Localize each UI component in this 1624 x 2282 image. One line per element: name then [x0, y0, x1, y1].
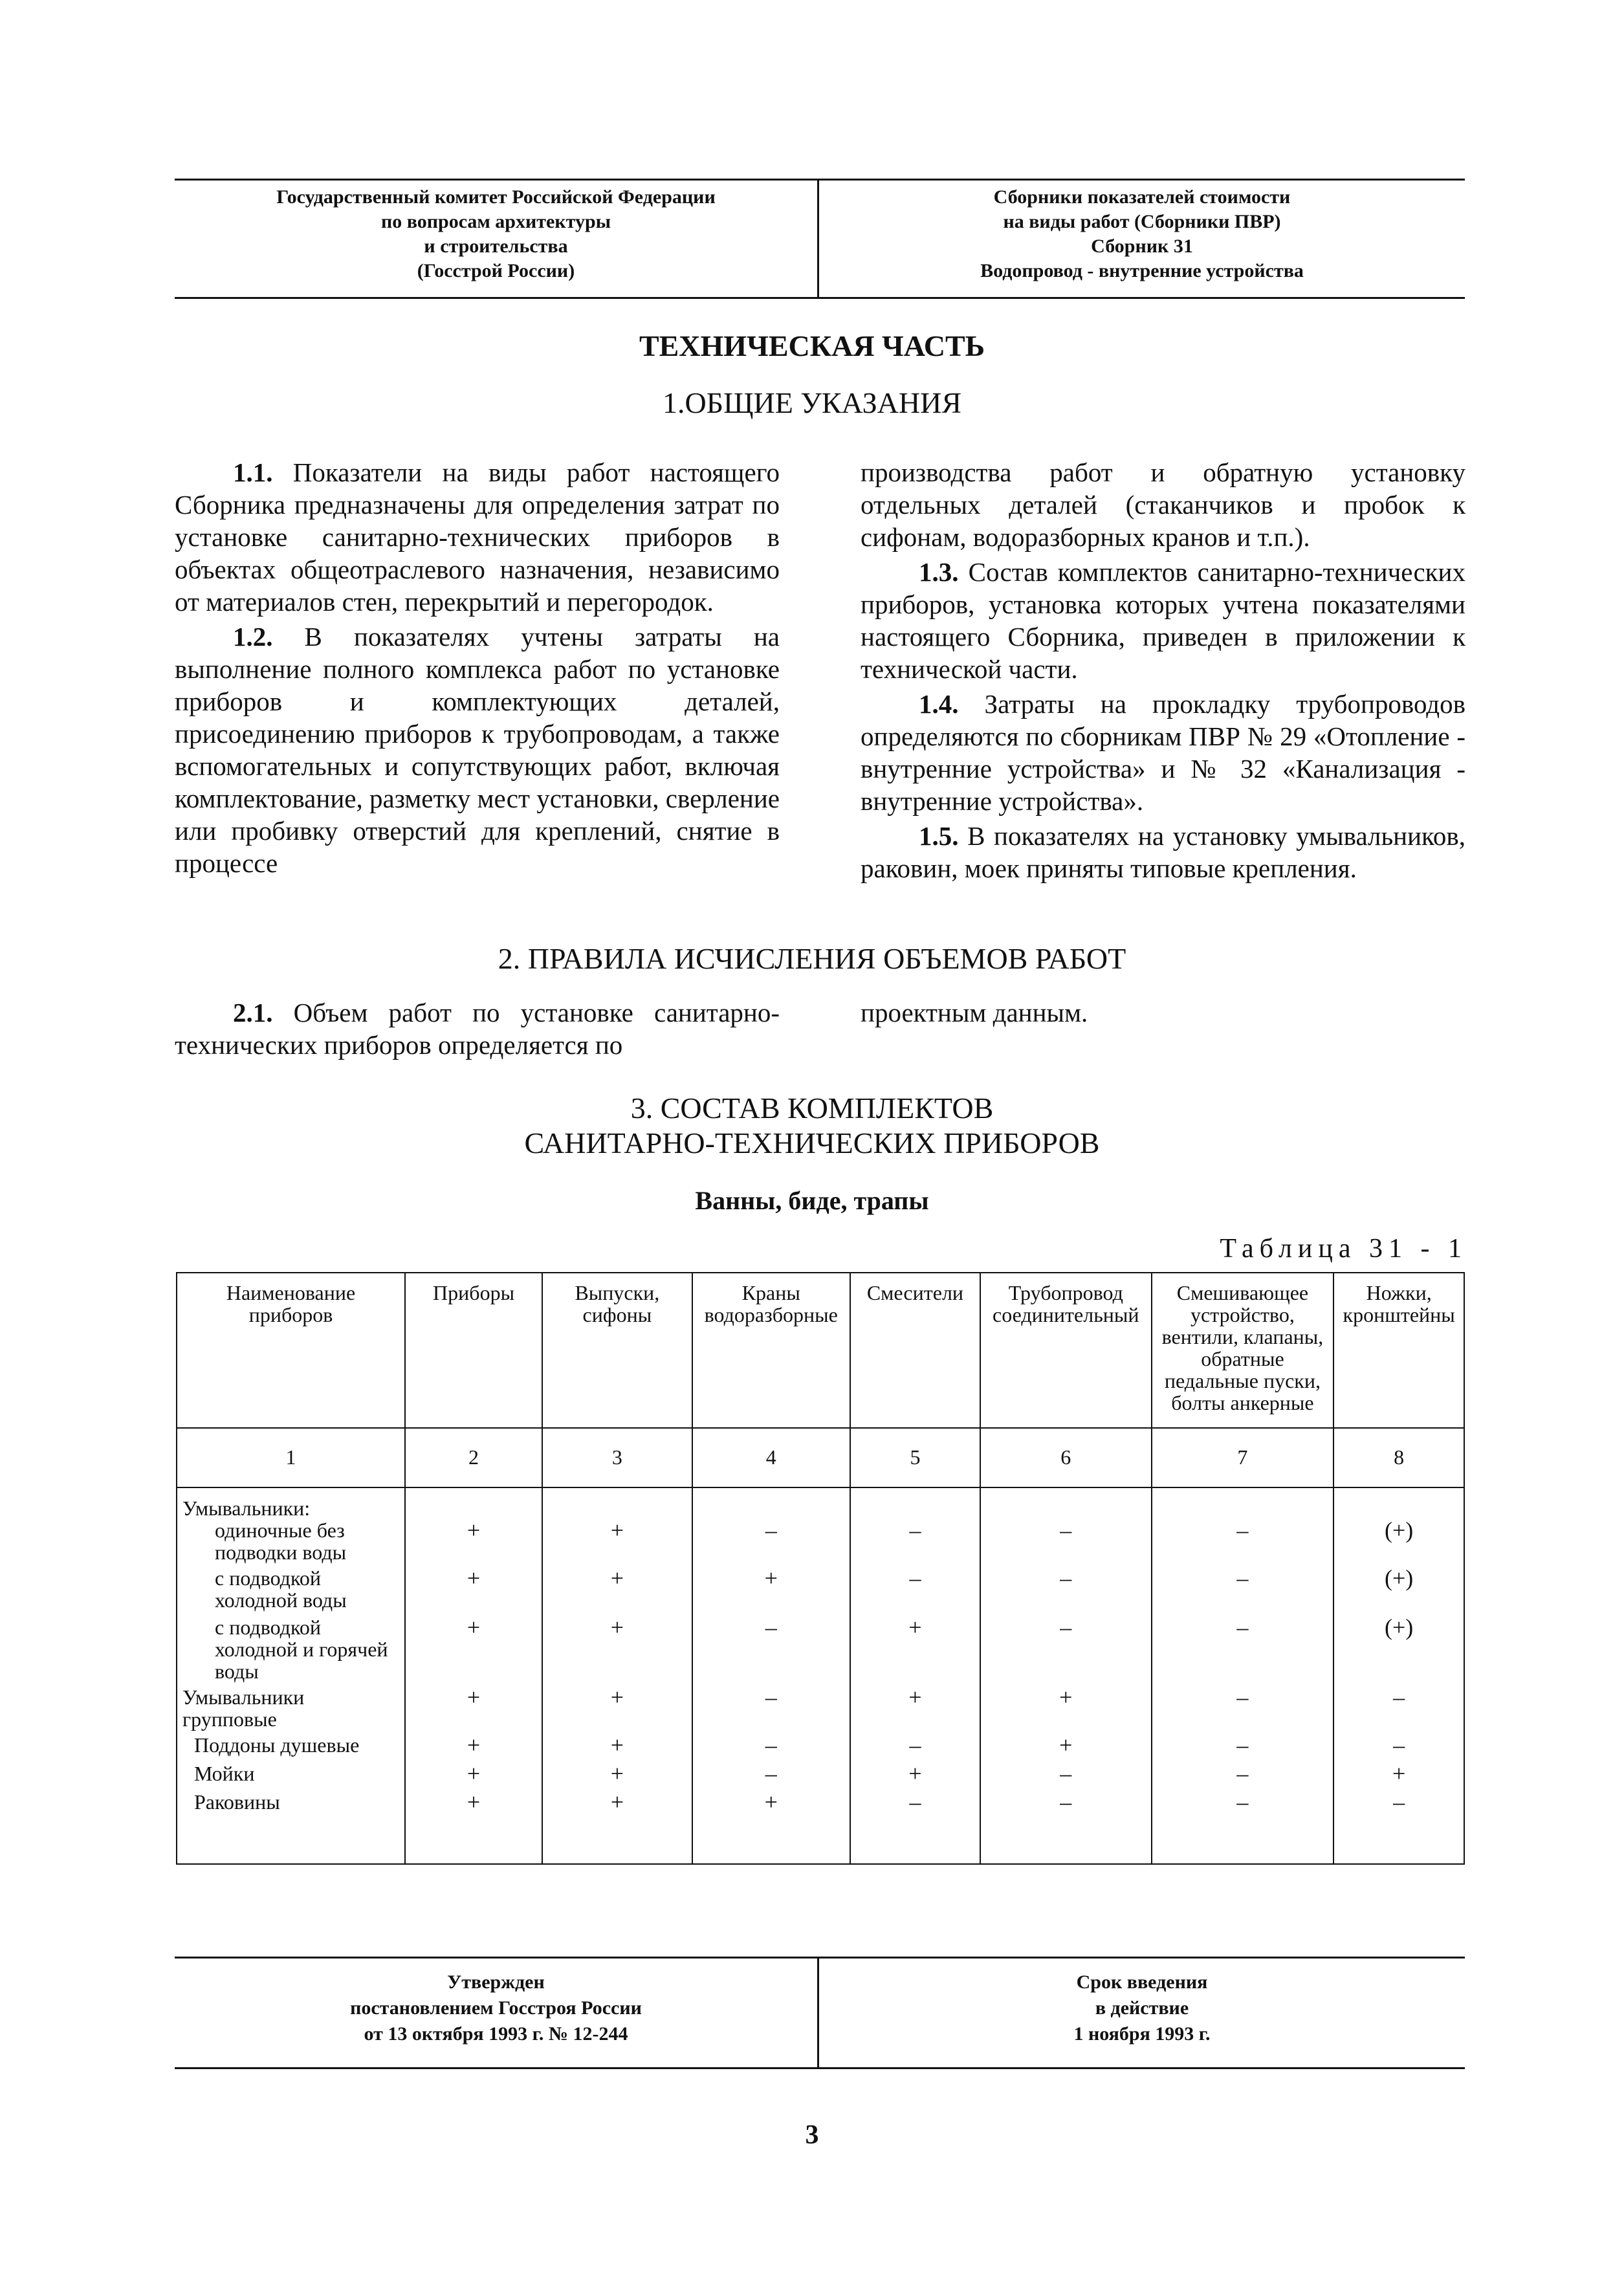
table-row [177, 1616, 1464, 1686]
paragraph-text: Затраты на прокладку трубопроводов определяются по сборникам ПВР № 29 «Отопление - внутренние устройства» и № 32 «Канализация - внутренние устройства». [861, 689, 1465, 816]
paragraph-text: Объем работ по установке санитарно-технических приборов определяется по [175, 998, 780, 1060]
column-header: Выпуски, сифоны [542, 1273, 692, 1427]
column-header: Смесители [850, 1273, 980, 1427]
table-row [177, 1791, 1464, 1864]
cell-value: + [542, 1734, 692, 1762]
paragraph-1-2 [175, 620, 780, 879]
column-number-row [177, 1427, 1464, 1487]
column-number: 5 [850, 1427, 980, 1487]
group-label: Умывальники: [177, 1487, 405, 1519]
cell-value: + [405, 1734, 542, 1762]
paragraph-1-2-continued [861, 456, 1465, 553]
table-label: Таблица 31 - 1 [1220, 1234, 1467, 1264]
technical-part-title: ТЕХНИЧЕСКАЯ ЧАСТЬ [639, 329, 985, 362]
header-right-line: Водопровод - внутренние устройства [980, 260, 1304, 281]
row-name: Мойки [177, 1762, 405, 1791]
section-1-right-column [861, 456, 1465, 887]
section-3-title-line-1: 3. СОСТАВ КОМПЛЕКТОВ [630, 1092, 994, 1125]
effective-date-line: Срок введения [1076, 1971, 1208, 1993]
column-header: Наименование приборов [177, 1273, 405, 1427]
cell-value: – [850, 1734, 980, 1762]
cell-value: – [1152, 1616, 1334, 1686]
paragraph-text: Показатели на виды работ настоящего Сборника предназначены для определения затрат по установке санитарно-технических приборов в объектах общеотраслевого назначения, независимо от материалов стен, перекрытий и перегородок. [175, 457, 780, 617]
header-left-line: и строительства [424, 236, 568, 257]
header-right-line: Сборник 31 [1091, 236, 1193, 257]
column-header: Приборы [405, 1273, 542, 1427]
cell-value: – [980, 1616, 1152, 1686]
cell-value: – [1333, 1734, 1464, 1762]
cell-value: + [542, 1762, 692, 1791]
cell-value: – [692, 1734, 850, 1762]
header-left-line: Государственный комитет Российской Федерации [276, 186, 716, 208]
table-row [177, 1567, 1464, 1616]
paragraph-number: 1.4. [919, 689, 959, 719]
cell-value: + [850, 1762, 980, 1791]
column-number: 1 [177, 1427, 405, 1487]
effective-date-block [819, 1969, 1465, 2047]
cell-value: – [1333, 1791, 1464, 1864]
header-right-line: Сборники показателей стоимости [993, 186, 1291, 208]
cell-value: + [542, 1519, 692, 1567]
cell-value: + [850, 1686, 980, 1734]
cell-value: – [980, 1791, 1152, 1864]
cell-value: – [980, 1519, 1152, 1567]
column-number: 2 [405, 1427, 542, 1487]
cell-value: – [692, 1762, 850, 1791]
paragraph-text: Состав комплектов санитарно-технических приборов, установка которых учтена показателями настоящего Сборника, приведен в приложении к технической части. [861, 557, 1466, 684]
cell-value: + [980, 1734, 1152, 1762]
cell-value: – [850, 1519, 980, 1567]
column-header: Ножки, кронштейны [1333, 1273, 1464, 1427]
header-left [175, 185, 817, 283]
cell-value: – [1152, 1567, 1334, 1616]
column-number: 4 [692, 1427, 850, 1487]
column-header: Краны водоразборные [692, 1273, 850, 1427]
page-number: 3 [805, 2120, 819, 2150]
cell-value: – [692, 1616, 850, 1686]
cell-value: – [1152, 1519, 1334, 1567]
cell-value: + [542, 1686, 692, 1734]
table-header-row [177, 1273, 1464, 1427]
cell-value: + [850, 1616, 980, 1686]
paragraph-text: В показателях учтены затраты на выполнение полного комплекса работ по установке приборов и комплектующих деталей, присоединению приборов к трубопроводам, а также вспомогательных и сопутствующих работ, включая комплектование, разметку мест установки, сверление или пробивку отверстий для креплений, снятие в процессе [175, 622, 780, 878]
section-2-title: 2. ПРАВИЛА ИСЧИСЛЕНИЯ ОБЪЕМОВ РАБОТ [498, 942, 1126, 975]
header-top-rule [175, 179, 1465, 181]
row-name: Умывальники групповые [177, 1686, 405, 1734]
cell-value: + [692, 1567, 850, 1616]
table-row [177, 1686, 1464, 1734]
cell-value: + [405, 1616, 542, 1686]
row-name: Поддоны душевые [177, 1734, 405, 1762]
cell-value: + [405, 1762, 542, 1791]
paragraph-number: 1.5. [919, 821, 959, 851]
row-name: с подводкой холодной воды [177, 1567, 405, 1616]
devices-table [176, 1273, 1465, 1864]
column-number: 7 [1152, 1427, 1334, 1487]
approval-line: Утвержден [447, 1971, 545, 1993]
approval-line: постановлением Госстроя России [350, 1997, 642, 2019]
table-row [177, 1762, 1464, 1791]
table-row [177, 1734, 1464, 1762]
table-row [177, 1519, 1464, 1567]
paragraph-number: 1.1. [233, 457, 273, 487]
paragraph-text: В показателях на установку умывальников, раковин, моек приняты типовые крепления. [861, 821, 1465, 883]
section-2-left-column [175, 996, 780, 1064]
paragraph-1-4 [861, 688, 1465, 817]
cell-value: (+) [1333, 1616, 1464, 1686]
header-right [819, 185, 1465, 283]
cell-value: – [1152, 1686, 1334, 1734]
cell-value: – [692, 1686, 850, 1734]
section-2-right-column [861, 996, 1465, 1031]
cell-value: + [980, 1686, 1152, 1734]
cell-value: + [542, 1791, 692, 1864]
table-subtitle: Ванны, биде, трапы [695, 1186, 929, 1215]
cell-value: + [692, 1791, 850, 1864]
paragraph-text: проектным данным. [861, 998, 1088, 1027]
column-header: Смешивающее устройство, вентили, клапаны, обратные педальные пуски, болты анкерные [1152, 1273, 1334, 1427]
paragraph-text: производства работ и обратную установку отдельных деталей (стаканчиков и пробок к сифонам, водоразборных кранов и т.п.). [861, 457, 1465, 552]
cell-value: – [1152, 1791, 1334, 1864]
cell-value: – [980, 1567, 1152, 1616]
paragraph-number: 2.1. [233, 998, 273, 1027]
approval-line: от 13 октября 1993 г. № 12-244 [364, 2023, 628, 2045]
cell-value: – [850, 1791, 980, 1864]
cell-value: + [405, 1567, 542, 1616]
paragraph-number: 1.3. [919, 557, 959, 587]
column-header: Трубопровод соединительный [980, 1273, 1152, 1427]
cell-value: (+) [1333, 1519, 1464, 1567]
approval-block [175, 1969, 817, 2047]
row-name: Раковины [177, 1791, 405, 1864]
cell-value: + [1333, 1762, 1464, 1791]
header-left-line: (Госстрой России) [417, 260, 575, 281]
column-number: 6 [980, 1427, 1152, 1487]
row-name: с подводкой холодной и горячей воды [177, 1616, 405, 1686]
cell-value: – [1333, 1686, 1464, 1734]
cell-value: + [405, 1686, 542, 1734]
table-group-row [177, 1487, 1464, 1519]
effective-date-line: 1 ноября 1993 г. [1073, 2023, 1211, 2045]
paragraph-1-5 [861, 820, 1465, 884]
section-1-title: 1.ОБЩИЕ УКАЗАНИЯ [662, 386, 962, 419]
footer-top-rule [175, 1957, 1465, 1958]
cell-value: – [980, 1762, 1152, 1791]
column-number: 3 [542, 1427, 692, 1487]
header-left-line: по вопросам архитектуры [380, 211, 611, 232]
header-right-line: на виды работ (Сборники ПВР) [1003, 211, 1281, 232]
cell-value: + [405, 1519, 542, 1567]
paragraph-number: 1.2. [233, 622, 273, 652]
paragraph-2-1 [175, 996, 780, 1061]
effective-date-line: в действие [1095, 1997, 1189, 2019]
cell-value: + [542, 1616, 692, 1686]
cell-value: – [1152, 1734, 1334, 1762]
row-name: одиночные без подводки воды [177, 1519, 405, 1567]
footer-bottom-rule [175, 2067, 1465, 2069]
cell-value: – [1152, 1762, 1334, 1791]
column-number: 8 [1333, 1427, 1464, 1487]
paragraph-1-3 [861, 556, 1465, 685]
section-3-title-line-2: САНИТАРНО-ТЕХНИЧЕСКИХ ПРИБОРОВ [524, 1126, 1100, 1159]
cell-value: + [542, 1567, 692, 1616]
paragraph-2-1-continued [861, 996, 1465, 1029]
cell-value: – [692, 1519, 850, 1567]
cell-value: (+) [1333, 1567, 1464, 1616]
cell-value: + [405, 1791, 542, 1864]
paragraph-1-1 [175, 456, 780, 618]
cell-value: – [850, 1567, 980, 1616]
header-bottom-rule [175, 297, 1465, 299]
section-1-left-column [175, 456, 780, 882]
